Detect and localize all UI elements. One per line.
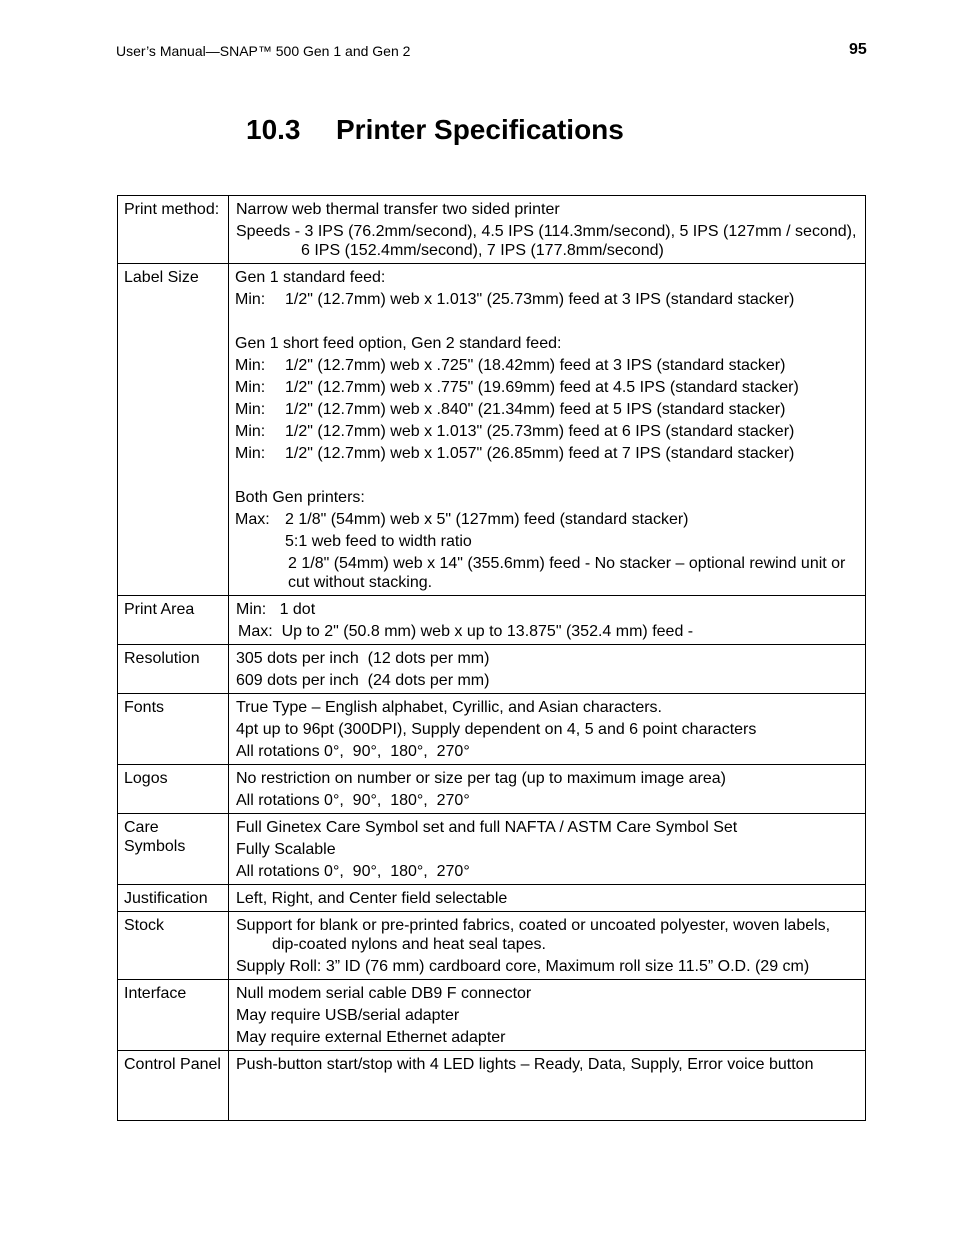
min-text: 1/2" (12.7mm) web x .775" (19.69mm) feed at 4.5 IPS (standard stacker) (285, 379, 799, 396)
min-prefix: Min: (235, 401, 266, 418)
logos-line: All rotations 0°, 90°, 180°, 270° (236, 792, 470, 809)
min-text: 1/2" (12.7mm) web x 1.057" (26.85mm) feed at 7 IPS (standard stacker) (285, 445, 795, 462)
row-label: Logos (118, 765, 229, 814)
gen2-min-row (235, 400, 861, 419)
justification-line: Left, Right, and Center field selectable (236, 890, 508, 907)
resolution-line: 305 dots per inch (12 dots per mm) (236, 650, 490, 667)
row-label: Interface (118, 980, 229, 1051)
ratio-text: 5:1 web feed to width ratio (285, 533, 472, 550)
row-value (229, 645, 866, 694)
print-method-text: Narrow web thermal transfer two sided printer (236, 201, 560, 218)
max-row (235, 510, 861, 529)
row-value (229, 596, 866, 645)
section-heading (246, 114, 624, 146)
min-text: 1/2" (12.7mm) web x 1.013" (25.73mm) feed at 6 IPS (standard stacker) (285, 423, 795, 440)
min-prefix: Min: (235, 445, 266, 462)
row-label: Control Panel (118, 1051, 229, 1121)
row-care-symbols (118, 814, 866, 885)
row-value (229, 885, 866, 912)
gen1-heading: Gen 1 standard feed: (235, 269, 386, 286)
row-value (229, 814, 866, 885)
gen2-min-row (235, 444, 861, 463)
row-label: Print Area (118, 596, 229, 645)
max-prefix: Max: (235, 511, 270, 528)
row-label: Justification (118, 885, 229, 912)
running-header: User’s Manual—SNAP™ 500 Gen 1 and Gen 2 (116, 43, 411, 59)
min-text: 1/2" (12.7mm) web x .725" (18.42mm) feed at 3 IPS (standard stacker) (285, 357, 786, 374)
row-label: Fonts (118, 694, 229, 765)
fonts-line: 4pt up to 96pt (300DPI), Supply dependent on 4, 5 and 6 point characters (236, 721, 757, 738)
row-fonts (118, 694, 866, 765)
section-number: 10.3 (246, 114, 301, 145)
care-symbols-line: Full Ginetex Care Symbol set and full NAFTA / ASTM Care Symbol Set (236, 819, 738, 836)
no-stacker-text: 2 1/8" (54mm) web x 14" (355.6mm) feed - No stacker – optional rewind unit or cut without stacking. (288, 555, 846, 591)
gen2-min-row (235, 356, 861, 375)
care-symbols-line: All rotations 0°, 90°, 180°, 270° (236, 863, 470, 880)
min-text: 1/2" (12.7mm) web x .840" (21.34mm) feed at 5 IPS (standard stacker) (285, 401, 786, 418)
row-print-area (118, 596, 866, 645)
printer-spec-table (117, 195, 866, 1121)
min-prefix: Min: (235, 423, 266, 440)
min-prefix: Min: (235, 357, 266, 374)
gen2-heading: Gen 1 short feed option, Gen 2 standard feed: (235, 335, 562, 352)
row-stock (118, 912, 866, 980)
row-value (229, 1051, 866, 1121)
fonts-line: All rotations 0°, 90°, 180°, 270° (236, 743, 470, 760)
care-symbols-line: Fully Scalable (236, 841, 336, 858)
row-resolution (118, 645, 866, 694)
row-label: Care Symbols (118, 814, 229, 885)
print-speeds-text: Speeds - 3 IPS (76.2mm/second), 4.5 IPS (114.3mm/second), 5 IPS (127mm / second), 6 IPS (152.4mm/second), 7 IPS (177.8mm/second) (236, 223, 857, 259)
interface-line: May require USB/serial adapter (236, 1007, 460, 1024)
gen1-min-row (235, 290, 861, 309)
row-label-size (118, 264, 866, 596)
gen2-min-row (235, 378, 861, 397)
row-label: Print method: (118, 196, 229, 264)
stock-line: Support for blank or pre-printed fabrics, coated or uncoated polyester, woven labels, dip-coated nylons and heat seal tapes. (236, 917, 831, 953)
gen2-min-row (235, 422, 861, 441)
row-value (229, 264, 866, 596)
row-control-panel (118, 1051, 866, 1121)
row-logos (118, 765, 866, 814)
row-value (229, 912, 866, 980)
min-prefix: Min: (235, 379, 266, 396)
row-value (229, 694, 866, 765)
row-print-method (118, 196, 866, 264)
logos-line: No restriction on number or size per tag (up to maximum image area) (236, 770, 726, 787)
row-value (229, 980, 866, 1051)
row-justification (118, 885, 866, 912)
fonts-line: True Type – English alphabet, Cyrillic, and Asian characters. (236, 699, 662, 716)
stock-line: Supply Roll: 3” ID (76 mm) cardboard core, Maximum roll size 11.5” O.D. (29 cm) (236, 958, 810, 975)
control-panel-line: Push-button start/stop with 4 LED lights – Ready, Data, Supply, Error voice button (236, 1056, 814, 1073)
row-interface (118, 980, 866, 1051)
row-label: Resolution (118, 645, 229, 694)
interface-line: May require external Ethernet adapter (236, 1029, 506, 1046)
min-text: 1/2" (12.7mm) web x 1.013" (25.73mm) feed at 3 IPS (standard stacker) (285, 291, 795, 308)
both-heading: Both Gen printers: (235, 489, 365, 506)
row-value (229, 196, 866, 264)
print-area-min: Min: 1 dot (236, 601, 316, 618)
interface-line: Null modem serial cable DB9 F connector (236, 985, 532, 1002)
page-number: 95 (849, 41, 867, 58)
row-label: Label Size (118, 264, 229, 596)
min-prefix: Min: (235, 291, 266, 308)
row-label: Stock (118, 912, 229, 980)
print-area-max: Max: Up to 2" (50.8 mm) web x up to 13.875" (352.4 mm) feed - (238, 623, 694, 640)
resolution-line: 609 dots per inch (24 dots per mm) (236, 672, 490, 689)
section-title: Printer Specifications (336, 114, 624, 145)
row-value (229, 765, 866, 814)
max-text: 2 1/8" (54mm) web x 5" (127mm) feed (standard stacker) (285, 511, 689, 528)
